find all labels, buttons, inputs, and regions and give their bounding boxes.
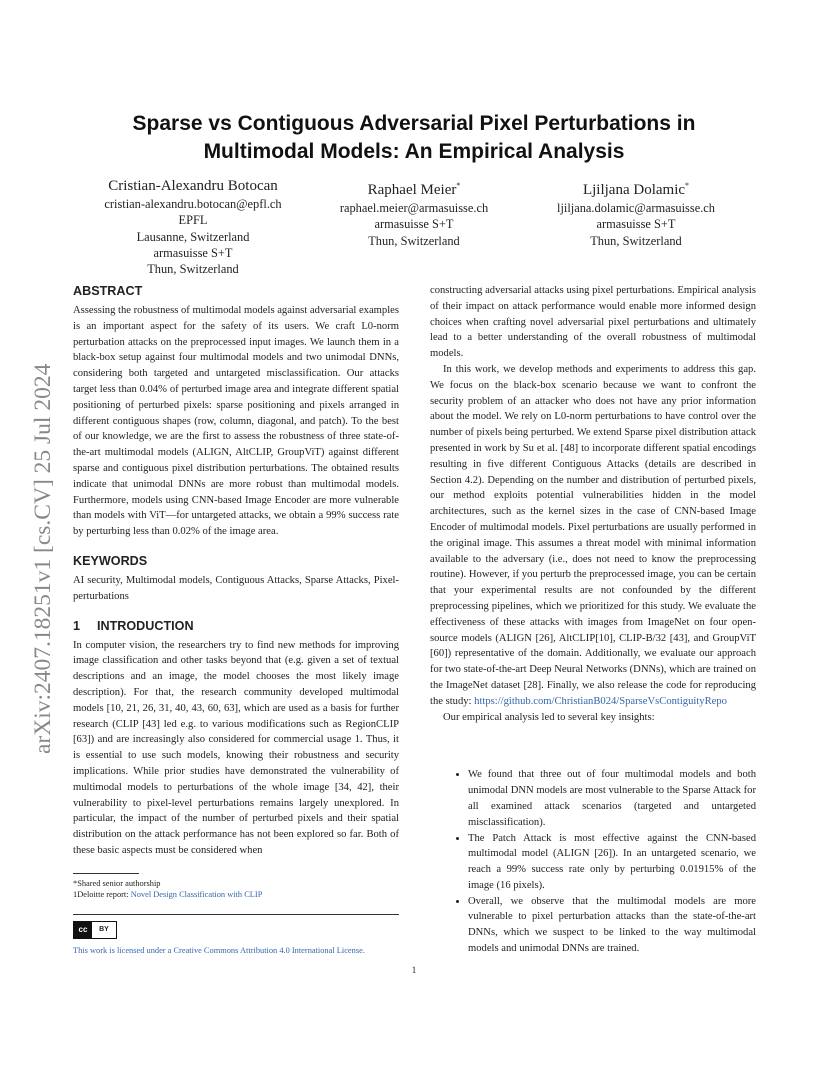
license-divider bbox=[73, 914, 399, 915]
author-location: Thun, Switzerland bbox=[147, 262, 239, 277]
author-affiliation: armasuisse S+T bbox=[596, 217, 676, 232]
author-affiliation: armasuisse S+T bbox=[374, 217, 454, 232]
left-column bbox=[73, 283, 399, 956]
author-block-3 bbox=[536, 176, 736, 249]
author-location: Thun, Switzerland bbox=[590, 233, 682, 248]
section-heading-introduction bbox=[73, 618, 399, 634]
right-column bbox=[430, 283, 756, 957]
author-name: Raphael Meier bbox=[367, 182, 457, 198]
footnote-deloitte-prefix: 1Deloitte report: bbox=[73, 889, 129, 899]
paper-title bbox=[72, 110, 756, 166]
abstract-text: Assessing the robustness of multimodal models against adversarial examples is an important aspect for the safety of its users. We craft L0-norm perturbation attacks on the preprocessed input images. We launch them in a black-box setup against four multimodal models and two unimodal DNNs, considering both targeted and untargeted misclassification. Our attacks target less than 0.04% of perturbed image area and integrate different spatial positioning of perturbed pixels: sparse positioning and pixels arranged in different contiguous shapes (row, column, diagonal, and patch). To the best of our knowledge, we are the first to assess the robustness of three state-of-the-art multimodal models (ALIGN, AltCLIP, GroupViT) against different sparse and contiguous pixel distribution perturbations. The obtained results indicate that unimodal DNNs are more robust than multimodal models. Furthermore, models using CNN-based Image Encoder are more vulnerable than models with ViT—for untargeted attacks, we obtain a 99% success rate by perturbing less than 0.02% of the image area. bbox=[73, 305, 399, 538]
footnote-shared-authorship: *Shared senior authorship bbox=[73, 878, 161, 888]
intro-paragraph-2-text: In this work, we develop methods and experiments to address this gap. We focus on the black-box scenario because we want to confront the security problem of an attacker who does not have any prior information about the model. We rely on L0-norm perturbations to have control over the number of pixels being perturbed. We extend Sparse pixel distribution attack presented in work by Su et al. [48] to incorporate different spatial encodings resulting in five different Contiguous Attacks (details are described in Section 4.2). Depending on the number and distribution of perturbed pixels, our method exploits potential vulnerabilities hidden in the model architectures, such as the kernel sizes in the case of CNN-based Image Encoder of multimodal models. Pixel perturbations are usually performed in the original image. This assumes a threat model with minimal information available to the adversary (i.e., does not need to know the preprocessing routine). However, if you perturb the preprocessed image, you can be certain that your experimental results are not confounded by the different preprocessing pipelines, which we prioritized for this study. We evaluate the effectiveness of these attacks with images from ImageNet on four open-source models (ALIGN [26], AltCLIP[10], CLIP-B/32 [43], and GroupViT [60]) representative of the domain. Additionally, we evaluate our approach for two state-of-the-art Deep Neural Networks (DNNs), which are trained on the ImageNet dataset [28]. Finally, we also release the code for reproducing the study: bbox=[430, 363, 756, 707]
author-affiliation: armasuisse S+T bbox=[153, 245, 233, 260]
key-insights-list bbox=[430, 767, 756, 957]
footnote-divider bbox=[73, 873, 139, 874]
author-block-2 bbox=[314, 176, 514, 249]
author-email: cristian-alexandru.botocan@epfl.ch bbox=[104, 197, 282, 211]
list-item: • Overall, we observe that the multimodal models are more vulnerable to pixel perturbation attacks than the state-of-the-art DNNs, which we suspect to be linked to the way multimodal models and unimodal DNNs are trained. bbox=[468, 894, 756, 957]
author-location: Thun, Switzerland bbox=[368, 233, 460, 248]
footnote-deloitte-link[interactable]: Novel Design Classification with CLIP bbox=[130, 889, 263, 899]
author-mark: * bbox=[685, 181, 690, 190]
intro-paragraph-1: In computer vision, the researchers try to find new methods for improving image classification and other tasks beyond that (e.g. given a set of textual descriptions and an image, the model chooses the most likely image description). For that, the research community developed multimodal models [10, 21, 26, 31, 40, 43, 60, 63], which are used as a basis for further research (CLIP [43] led e.g. to various modifications such as RegionCLIP [63]) and are increasingly also considered for commercial usage 1. Thus, it is essential to use such models, knowing their robustness and security implications. While prior studies have demonstrated the vulnerability of multimodal models to perturbations of the whole image [34, 42], their vulnerability to pixel-level perturbations remains largely unexplored. In particular, the impact of the number of perturbed pixels and their spatial distribution on the attack performance has not been explored so far. Both of these basic aspects must be considered when bbox=[73, 639, 399, 856]
license-text[interactable]: This work is licensed under a Creative Commons Attribution 4.0 International License. bbox=[73, 945, 365, 955]
section-number: 1 bbox=[73, 618, 81, 633]
cc-badge-right: BY bbox=[99, 925, 109, 933]
keywords-text: AI security, Multimodal models, Contiguous Attacks, Sparse Attacks, Pixel-perturbations bbox=[73, 574, 399, 602]
list-item: • The Patch Attack is most effective against the CNN-based multimodal model (ALIGN [26]). In an untargeted scenario, we reach a 99% success rate only by perturbing 0.01915% of the image (16 pixels). bbox=[468, 831, 756, 894]
page-number: 1 bbox=[411, 965, 417, 975]
author-mark: * bbox=[456, 181, 461, 190]
author-block-1 bbox=[83, 176, 303, 277]
author-email: raphael.meier@armasuisse.ch bbox=[339, 201, 489, 215]
list-item: • We found that three out of four multimodal models and both unimodal DNN models are most vulnerable to the Sparse Attack for all examined attack scenarios (targeted and untargeted misclassification). bbox=[468, 767, 756, 830]
author-location: Lausanne, Switzerland bbox=[136, 229, 250, 244]
abstract-heading: ABSTRACT bbox=[73, 284, 143, 298]
section-title: INTRODUCTION bbox=[97, 618, 194, 633]
keywords-heading: KEYWORDS bbox=[73, 553, 148, 568]
intro-paragraph-3: Our empirical analysis led to several key insights: bbox=[443, 711, 655, 723]
intro-paragraph-2 bbox=[430, 362, 756, 710]
title-line-2: Multimodal Models: An Empirical Analysis bbox=[203, 140, 625, 163]
title-line-1: Sparse vs Contiguous Adversarial Pixel Perturbations in bbox=[132, 112, 696, 135]
author-name: Ljiljana Dolamic bbox=[582, 182, 686, 198]
footnote-deloitte bbox=[73, 889, 399, 900]
author-email: ljiljana.dolamic@armasuisse.ch bbox=[557, 201, 715, 215]
creative-commons-badge-icon[interactable] bbox=[73, 921, 117, 939]
cc-badge-left: cc bbox=[74, 922, 92, 938]
author-affiliation: EPFL bbox=[178, 213, 208, 228]
arxiv-identifier-text: arXiv:2407.18251v1 [cs.CV] 25 Jul 2024 bbox=[30, 363, 56, 754]
arxiv-identifier bbox=[18, 296, 60, 756]
intro-paragraph-1-continued: constructing adversarial attacks using pixel perturbations. Empirical analysis of their impact on attack performance would enable more informed design choices when crafting novel adversarial pixel perturbations and ultimately lead to a better understanding of the overall robustness of multimodal models. bbox=[430, 285, 756, 360]
author-name: Cristian-Alexandru Botocan bbox=[108, 178, 278, 194]
repository-link[interactable]: https://github.com/ChristianB024/SparseVsContiguityRepo bbox=[474, 695, 727, 707]
